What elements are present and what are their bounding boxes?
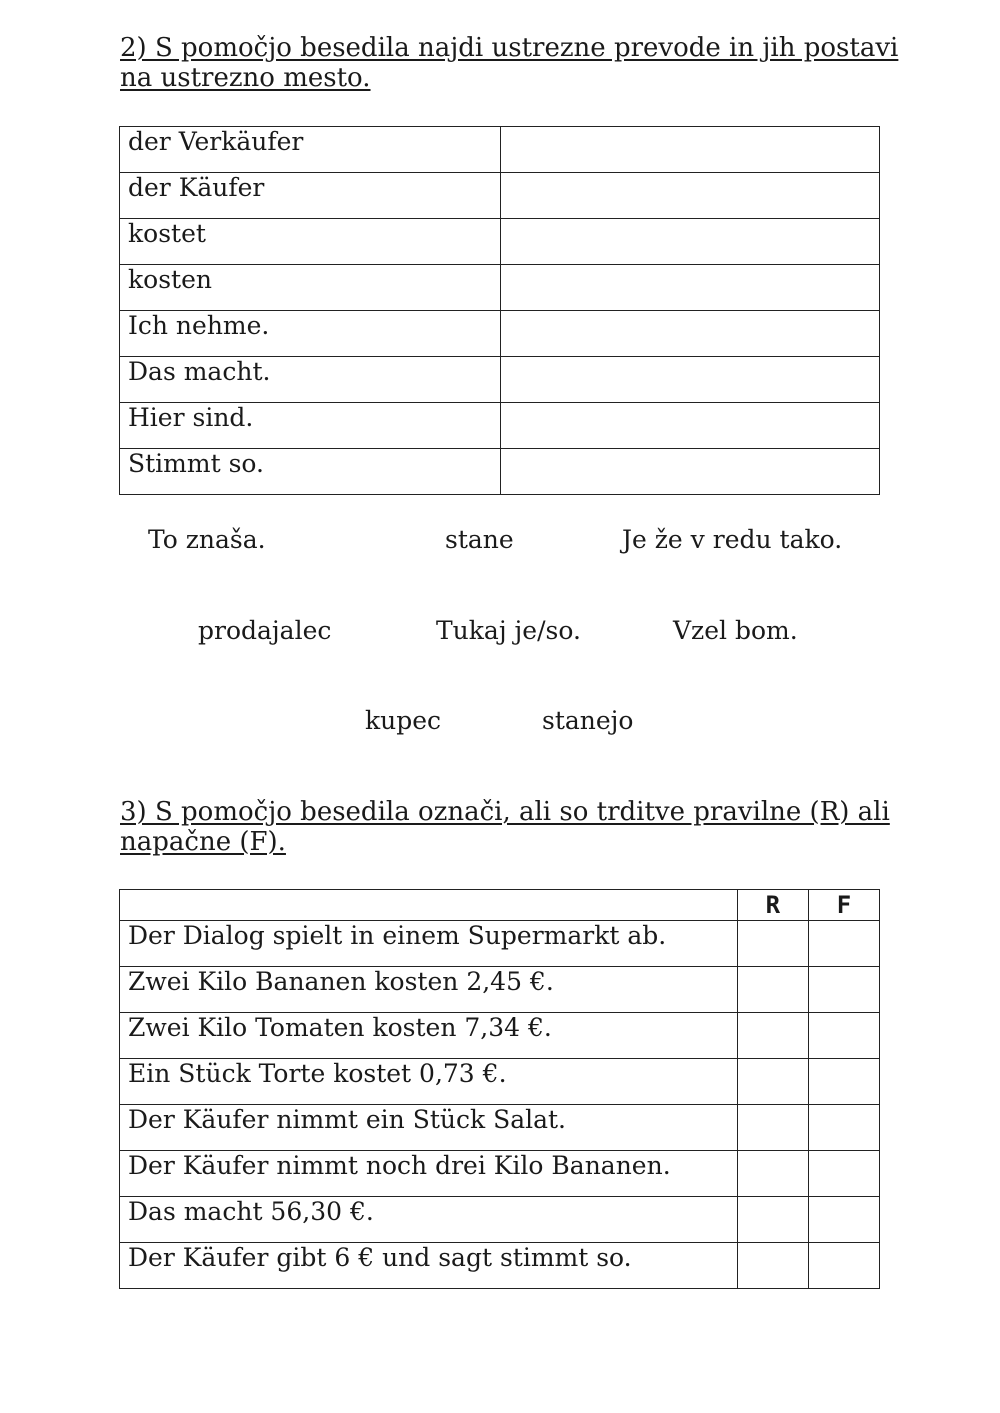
table-row	[120, 1105, 880, 1151]
table-row	[120, 967, 880, 1013]
german-term: kosten	[120, 265, 501, 311]
r-checkbox-cell[interactable]	[737, 1013, 808, 1059]
german-term: Ich nehme.	[120, 311, 501, 357]
table-row	[120, 357, 880, 403]
answer-cell[interactable]	[501, 449, 880, 495]
r-checkbox-cell[interactable]	[737, 1243, 808, 1289]
f-checkbox-cell[interactable]	[808, 1013, 879, 1059]
table-row	[120, 921, 880, 967]
task3-heading: 3) S pomočjo besedila označi, ali so trditve pravilne (R) ali napačne (F).	[120, 797, 890, 857]
answer-cell[interactable]	[501, 357, 880, 403]
german-term: Das macht.	[120, 357, 501, 403]
word-bank-item[interactable]: Vzel bom.	[673, 616, 798, 645]
column-r-header: R	[737, 890, 808, 921]
r-checkbox-cell[interactable]	[737, 967, 808, 1013]
f-checkbox-cell[interactable]	[808, 1243, 879, 1289]
r-checkbox-cell[interactable]	[737, 921, 808, 967]
answer-cell[interactable]	[501, 127, 880, 173]
table-row	[120, 449, 880, 495]
table-row	[120, 1197, 880, 1243]
r-checkbox-cell[interactable]	[737, 1059, 808, 1105]
table-row	[120, 219, 880, 265]
task2-heading: 2) S pomočjo besedila najdi ustrezne prevode in jih postavi na ustrezno mesto.	[120, 33, 899, 93]
table-row	[120, 1151, 880, 1197]
f-checkbox-cell[interactable]	[808, 921, 879, 967]
word-bank-item[interactable]: Tukaj je/so.	[436, 616, 581, 645]
r-checkbox-cell[interactable]	[737, 1197, 808, 1243]
statement: Zwei Kilo Tomaten kosten 7,34 €.	[120, 1013, 738, 1059]
word-bank-item[interactable]: stanejo	[542, 706, 634, 735]
word-bank-item[interactable]: To znaša.	[148, 525, 266, 554]
german-term: der Käufer	[120, 173, 501, 219]
german-term: Hier sind.	[120, 403, 501, 449]
table-row	[120, 1059, 880, 1105]
table-row	[120, 1243, 880, 1289]
answer-cell[interactable]	[501, 265, 880, 311]
f-checkbox-cell[interactable]	[808, 1059, 879, 1105]
f-checkbox-cell[interactable]	[808, 967, 879, 1013]
f-checkbox-cell[interactable]	[808, 1105, 879, 1151]
german-term: Stimmt so.	[120, 449, 501, 495]
german-term: der Verkäufer	[120, 127, 501, 173]
r-checkbox-cell[interactable]	[737, 1151, 808, 1197]
statement: Das macht 56,30 €.	[120, 1197, 738, 1243]
header-empty-cell	[120, 890, 738, 921]
table-header-row	[120, 890, 880, 921]
table-row	[120, 173, 880, 219]
statement: Zwei Kilo Bananen kosten 2,45 €.	[120, 967, 738, 1013]
word-bank-item[interactable]: kupec	[365, 706, 442, 735]
column-f-header: F	[808, 890, 879, 921]
true-false-table	[119, 889, 880, 1289]
word-bank-item[interactable]: stane	[445, 525, 514, 554]
f-checkbox-cell[interactable]	[808, 1151, 879, 1197]
vocab-table	[119, 126, 880, 495]
r-checkbox-cell[interactable]	[737, 1105, 808, 1151]
statement: Der Dialog spielt in einem Supermarkt ab.	[120, 921, 738, 967]
table-row	[120, 403, 880, 449]
table-row	[120, 1013, 880, 1059]
table-row	[120, 311, 880, 357]
answer-cell[interactable]	[501, 403, 880, 449]
answer-cell[interactable]	[501, 173, 880, 219]
statement: Ein Stück Torte kostet 0,73 €.	[120, 1059, 738, 1105]
answer-cell[interactable]	[501, 219, 880, 265]
statement: Der Käufer nimmt ein Stück Salat.	[120, 1105, 738, 1151]
statement: Der Käufer gibt 6 € und sagt stimmt so.	[120, 1243, 738, 1289]
german-term: kostet	[120, 219, 501, 265]
answer-cell[interactable]	[501, 311, 880, 357]
word-bank-item[interactable]: Je že v redu tako.	[622, 525, 843, 554]
statement: Der Käufer nimmt noch drei Kilo Bananen.	[120, 1151, 738, 1197]
table-row	[120, 265, 880, 311]
f-checkbox-cell[interactable]	[808, 1197, 879, 1243]
word-bank-item[interactable]: prodajalec	[198, 616, 332, 645]
table-row	[120, 127, 880, 173]
